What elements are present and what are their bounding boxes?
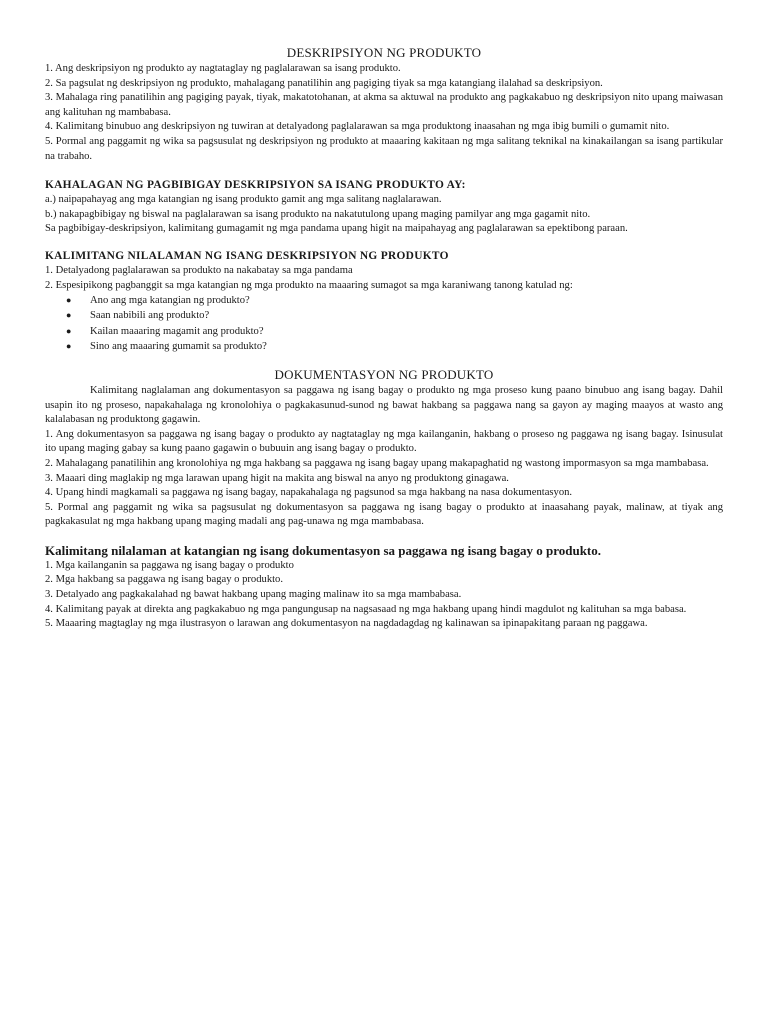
s4-item-5: 5. Pormal ang paggamit ng wika sa pagsusulat ng dokumentasyon sa paggawa ng isang bagay o produkto at inaasahang payak, malinaw, at tiyak ang pagkakasulat ng mga hakbang upang maging madali ang pag-unawa ng mga mambabasa.	[45, 501, 723, 528]
section-title-katangian: Kalimitang nilalaman at katangian ng isang dokumentasyon sa paggawa ng isang bagay o produkto.	[45, 542, 602, 558]
s1-item-2: 2. Sa pagsulat ng deskripsiyon ng produkto, mahalagang panatilihin ang pagiging tiyak sa mga katangiang ilalahad sa deskripsiyon.	[45, 77, 603, 89]
s4-intro: Kalimitang naglalaman ang dokumentasyon sa paggawa ng isang bagay o produkto ng mga proseso kung paano binubuo ang isang bagay. Dahil usapin ito ng proseso, napakahalaga ng kronolohiya o pagkakasunud-sunod ng bawat hakbang sa paggawa nang sa gayon ay maging maayos at wasto ang kalalabasan ng produktong gagawin.	[45, 384, 723, 426]
section-title-nilalaman: KALIMITANG NILALAMAN NG ISANG DESKRIPSIYON NG PRODUKTO	[45, 249, 449, 262]
section-title-deskripsiyon: DESKRIPSIYON NG PRODUKTO	[286, 45, 482, 60]
section-title-kahalagan: KAHALAGAN NG PAGBIBIGAY DESKRIPSIYON SA ISANG PRODUKTO AY:	[45, 179, 466, 192]
s1-item-3: 3. Mahalaga ring panatilihin ang pagiging payak, tiyak, makatotohanan, at akma sa aktuwal na produkto ang pagkakabuo ng deskripsiyon nito upang maiwasan ang kalituhan ng mambabasa.	[45, 92, 723, 118]
list-item: ● Kailan maaaring magamit ang produkto?	[45, 324, 723, 339]
bullet-icon: ●	[66, 310, 72, 321]
s1-item-5: 5. Pormal ang paggamit ng wika sa pagsusulat ng deskripsiyon ng produkto at maaaring kakitaan ng mga salitang teknikal na kinakailangan sa isang partikular na trabaho.	[45, 135, 723, 162]
s5-item-1: 1. Mga kailanganin sa paggawa ng isang bagay o produkto	[45, 559, 294, 571]
s4-item-2: 2. Mahalagang panatilihin ang kronolohiya ng mga hakbang sa paggawa ng isang bagay upang makapaghatid ng wastong impormasyon sa mga mambabasa.	[45, 457, 709, 469]
bullet-icon: ●	[66, 325, 72, 336]
section-title-dokumentasyon: DOKUMENTASYON NG PRODUKTO	[274, 366, 494, 382]
bullet-icon: ●	[66, 295, 72, 306]
s4-item-4: 4. Upang hindi magkamali sa paggawa ng isang bagay, napakahalaga ng pagsunod sa mga hakbang na nasa dokumentasyon.	[45, 487, 573, 499]
question-bullet-list	[45, 293, 723, 354]
s2-item-b: b.) nakapagbibigay ng biswal na paglalarawan sa isang produkto na nakatutulong upang maging pamilyar ang mga gagamit nito.	[45, 208, 591, 220]
list-item: ● Sino ang maaaring gumamit sa produkto?	[45, 339, 723, 354]
s5-item-5: 5. Maaaring magtaglay ng mga ilustrasyon o larawan ang dokumentasyon na nagdadagdag ng kalinawan sa ipinapakitang paraan ng paggawa.	[45, 618, 648, 630]
s2-item-a: a.) naipapahayag ang mga katangian ng isang produkto gamit ang mga salitang naglalarawan.	[45, 194, 442, 206]
s1-item-4: 4. Kalimitang binubuo ang deskripsiyon ng tuwiran at detalyadong paglalarawan sa mga produktong inaasahan ng mga ibig bumili o gumamit nito.	[45, 121, 670, 133]
list-item: ● Ano ang mga katangian ng produkto?	[45, 293, 723, 308]
s5-item-4: 4. Kalimitang payak at direkta ang pagkakabuo ng mga pangungusap na nagsasaad ng mga hakbang upang hindi magdulot ng kalituhan sa mga babasa.	[45, 603, 687, 615]
bullet-icon: ●	[66, 340, 72, 351]
s1-item-1: 1. Ang deskripsiyon ng produkto ay nagtataglay ng paglalarawan sa isang produkto.	[45, 63, 401, 74]
s2-paragraph: Sa pagbibigay-deskripsiyon, kalimitang gumagamit ng mga pandama upang higit na maipahayag ang paglalarawan sa epektibong paraan.	[45, 223, 628, 235]
s3-item-2: 2. Espesipikong pagbanggit sa mga katangian ng mga produkto na maaaring sumagot sa mga karaniwang tanong katulad ng:	[45, 279, 573, 291]
list-item: ● Saan nabibili ang produkto?	[45, 308, 723, 323]
s4-item-1: 1. Ang dokumentasyon sa paggawa ng isang bagay o produkto ay nagtataglay ng mga kailanganin, hakbang o proseso ng paggawa ng isang bagay. Isinusulat ito upang maging gabay sa kung paano gagawin o bubuuin ang isang bagay o produkto.	[45, 428, 723, 455]
s5-item-3: 3. Detalyado ang pagkakalahad ng bawat hakbang upang maging malinaw ito sa mga mambabasa.	[45, 589, 462, 601]
s3-item-1: 1. Detalyadong paglalarawan sa produkto na nakabatay sa mga pandama	[45, 264, 353, 276]
document-page	[45, 44, 723, 632]
s4-item-3: 3. Maaari ding maglakip ng mga larawan upang higit na makita ang biswal na anyo ng produktong ginagawa.	[45, 472, 509, 484]
s5-item-2: 2. Mga hakbang sa paggawa ng isang bagay o produkto.	[45, 574, 284, 586]
